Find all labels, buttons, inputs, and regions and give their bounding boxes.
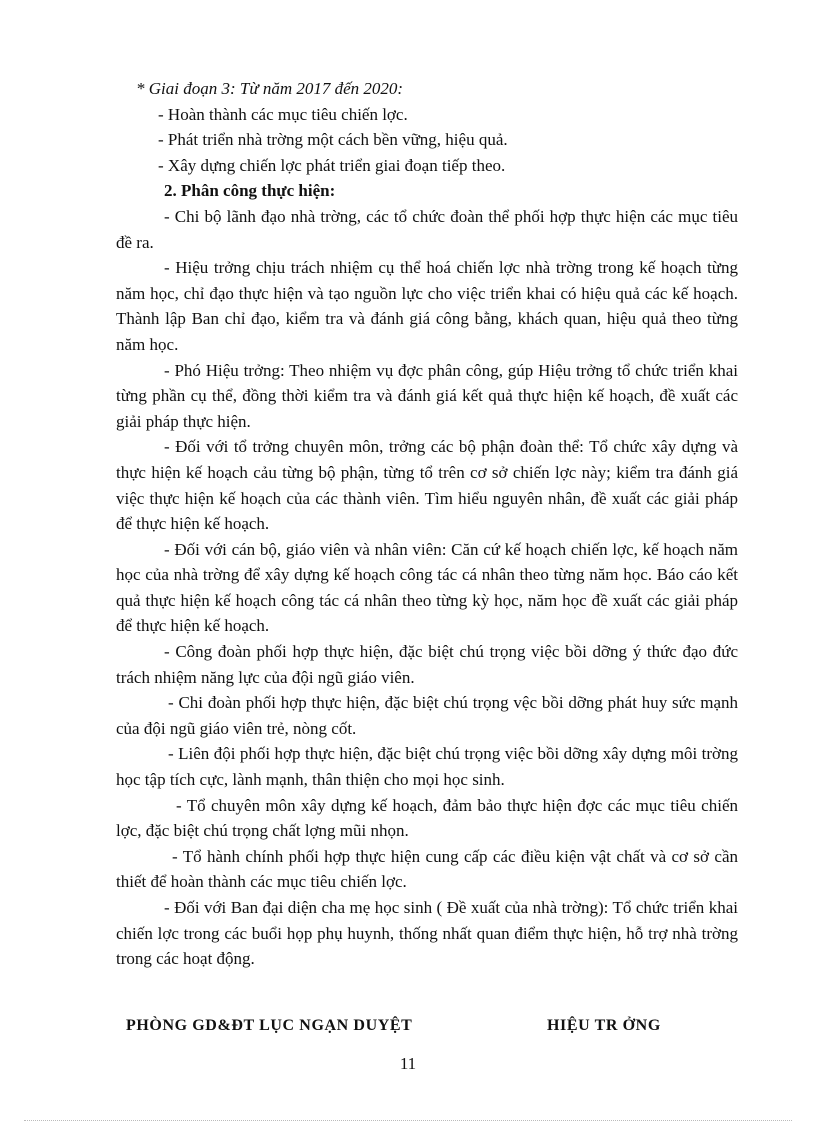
paragraph: - Công đoàn phối hợp thực hiện, đặc biệt chú trọng việc bồi dỡng ý thức đạo đức trách nhiệm năng lực của đội ngũ giáo viên.: [116, 642, 738, 687]
paragraph: - Tổ hành chính phối hợp thực hiện cung cấp các điều kiện vật chất và cơ sở cần thiết để hoàn thành các mục tiêu chiến lợc.: [116, 846, 738, 892]
paragraph: - Phó Hiệu trởng: Theo nhiệm vụ đợc phân công, gúp Hiệu trởng tổ chức triển khai từng phần cụ thể, đồng thời kiểm tra và đánh giá kết quả thực hiện kế hoạch, đề xuất các giải pháp thực hiện.: [116, 360, 738, 431]
document-body: [116, 76, 738, 972]
paragraph: - Chi đoàn phối hợp thực hiện, đặc biệt chú trọng vệc bồi dỡng phát huy sức mạnh của đội ngũ giáo viên trẻ, nòng cốt.: [116, 693, 738, 738]
page-bottom-divider: [24, 1120, 792, 1121]
paragraph: - Đối với cán bộ, giáo viên và nhân viên: Căn cứ kế hoạch chiến lợc, kế hoạch năm học của nhà trờng để xây dựng kế hoạch công tác cá nhân theo từng năm học. Báo cáo kết quả thực hiện kế hoạch công tác cá nhân theo từng kỳ học, năm học đề xuất các giải pháp để thực hiện kế hoạch.: [116, 539, 738, 636]
paragraph: - Chi bộ lãnh đạo nhà trờng, các tổ chức đoàn thể phối hợp thực hiện các mục tiêu đề ra.: [116, 206, 738, 252]
paragraph: - Liên đội phối hợp thực hiện, đặc biệt chú trọng việc bồi dỡng xây dựng môi trờng học tập tích cực, lành mạnh, thân thiện cho mọi học sinh.: [116, 744, 738, 790]
paragraph: - Hiệu trởng chịu trách nhiệm cụ thể hoá chiến lợc nhà trờng trong kế hoạch từng năm học, chỉ đạo thực hiện và tạo nguồn lực cho việc triển khai có hiệu quả các kế hoạch. Thành lập Ban chỉ đạo, kiểm tra và đánh giá công bằng, khách quan, hiệu quả theo từng năm học.: [116, 258, 738, 354]
section-heading: 2. Phân công thực hiện:: [164, 181, 336, 201]
paragraph: - Đối với Ban đại diện cha mẹ học sinh ( Đề xuất của nhà trờng): Tổ chức triển khai chiến lợc trong các buổi họp phụ huynh, thống nhất quan điểm thực hiện, hỗ trợ nhà trờng trong các hoạt động.: [116, 898, 738, 969]
approval-signature-label: PHÒNG GD&ĐT LỤC NGẠN DUYỆT: [126, 1017, 413, 1034]
principal-signature-label: HIỆU TR ỞNG: [547, 1017, 661, 1034]
stage-3-item: - Xây dựng chiến lợc phát triển giai đoạn tiếp theo.: [158, 155, 506, 175]
stage-3-item: - Phát triển nhà trờng một cách bền vững, hiệu quả.: [158, 130, 508, 150]
stage-3-item: - Hoàn thành các mục tiêu chiến lợc.: [158, 104, 408, 124]
page-number: 11: [399, 1054, 417, 1073]
paragraph: - Đối với tổ trởng chuyên môn, trởng các bộ phận đoàn thể: Tổ chức xây dựng và thực hiện kế hoạch cảu từng bộ phận, từng tổ trên cơ sở chiến lợc này; kiểm tra đánh giá việc thực hiện kế hoạch của các thành viên. Tìm hiểu nguyên nhân, đề xuất các giải pháp để thực hiện kế hoạch.: [116, 437, 738, 534]
paragraph: - Tổ chuyên môn xây dựng kế hoạch, đảm bảo thực hiện đợc các mục tiêu chiến lợc, đặc biệt chú trọng chất lợng mũi nhọn.: [116, 795, 738, 841]
stage-3-title: * Giai đoạn 3: Từ năm 2017 đến 2020:: [136, 79, 404, 98]
